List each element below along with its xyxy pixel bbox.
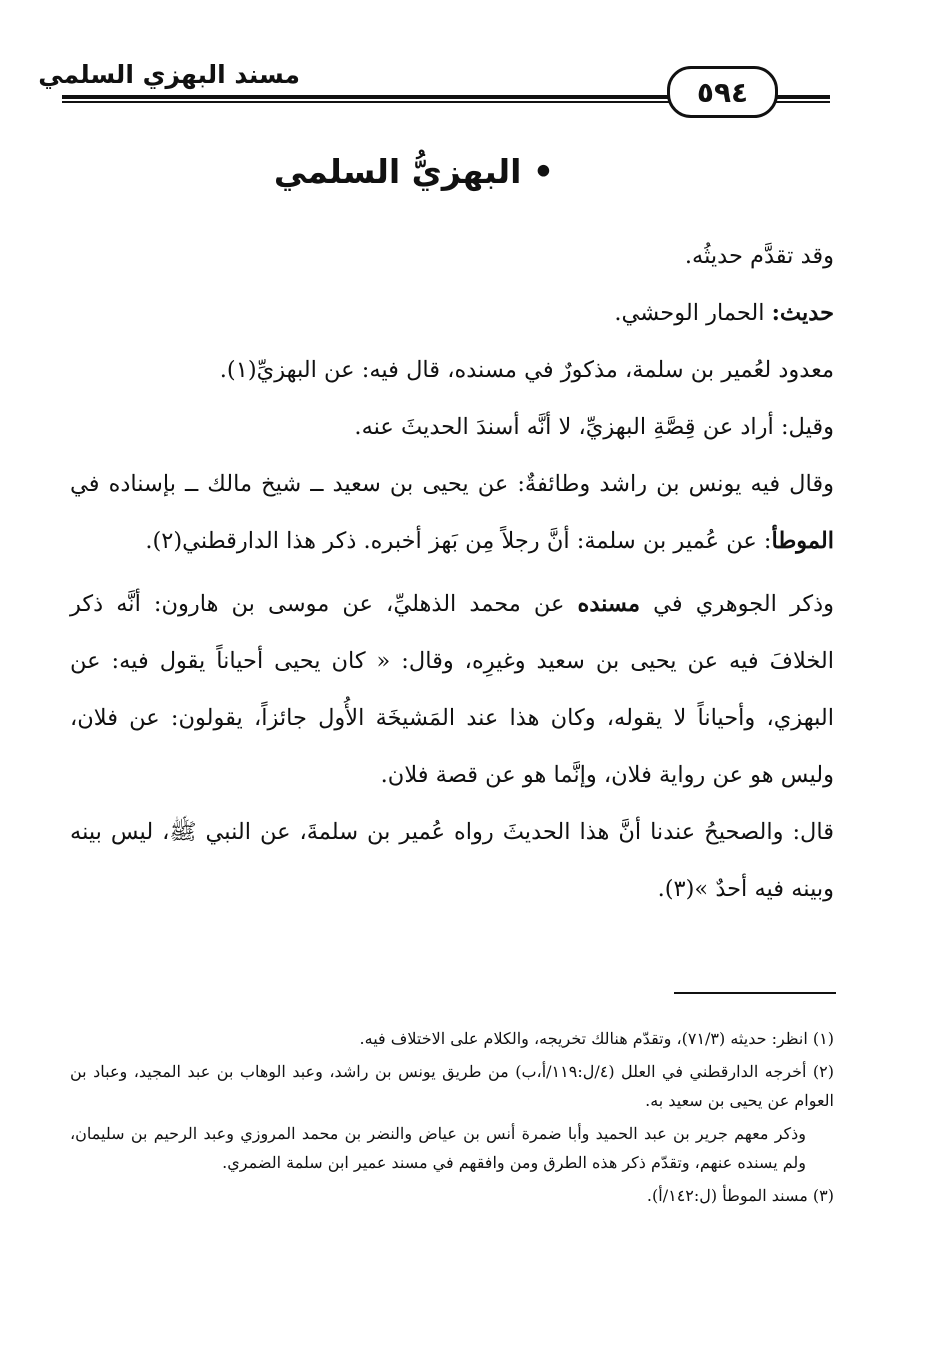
footnote-2: (٢) أخرجه الدارقطني في العلل (٤/ل:١١٩/أ،ب) من طريق يونس بن راشد، وعبد الوهاب بن عبد المجيد، وعباد بن العوام عن يحيى بن سعيد به. bbox=[70, 1062, 835, 1110]
footnotes bbox=[70, 1024, 834, 1214]
paragraph-2 bbox=[70, 285, 834, 342]
paragraph-6-part-a: وذكر الجوهري في bbox=[640, 591, 834, 617]
paragraph-7: قال: والصحيحُ عندنا أنَّ هذا الحديثَ رواه عُمير بن سلمةَ، عن النبي ﷺ، ليس بينه وبينه فيه أحدٌ »(٣). bbox=[70, 819, 834, 902]
main-text bbox=[70, 228, 834, 918]
paragraph-6 bbox=[70, 576, 834, 804]
page-number: ٥٩٤ bbox=[667, 66, 778, 118]
paragraph-6-part-b: عن محمد الذهليِّ، عن موسى بن هارون: أنَّه ذكر الخلافَ فيه عن يحيى بن سعيد وغيرِه، وقال: « كان يحيى أحياناً يقول فيه: عن البهزي، وأحياناً لا يقوله، وكان هذا عند المَشيخَة الأُول جائزاً، يقولون: عن فلان، وليس هو عن رواية فلان، وإنَّما هو عن قصة فلان. bbox=[70, 591, 834, 788]
paragraph-5-part-b: : عن عُمير بن سلمة: أنَّ رجلاً مِن بَهز أخبره. ذكر هذا الدارقطني(٢). bbox=[145, 528, 772, 554]
paragraph-5 bbox=[70, 456, 834, 570]
running-header-title: مسند البهزي السلمي bbox=[38, 60, 300, 89]
footnote-separator bbox=[674, 992, 836, 994]
footnote-2-continued: وذكر معهم جرير بن عبد الحميد وأبا ضمرة أنس بن عياض والنضر بن محمد المروزي وعبد الرحيم بن سليمان، ولم يسنده عنهم، وتقدّم ذكر هذه الطرق ومن وافقهم في مسند عمير ابن سلمة الضمري. bbox=[70, 1124, 806, 1172]
hadith-label: حديث: bbox=[771, 300, 834, 326]
paragraph-3: معدود لعُمير بن سلمة، مذكورٌ في مسنده، قال فيه: عن البهزيِّ(١). bbox=[219, 357, 834, 383]
muwatta-title: الموطأ bbox=[771, 528, 834, 554]
section-title: • البهزيُّ السلمي bbox=[273, 152, 554, 191]
musnad-title: مسنده bbox=[577, 591, 641, 617]
paragraph-5-part-a: وقال فيه يونس بن راشد وطائفةٌ: عن يحيى بن سعيد ــ شيخ مالك ــ بإسناده في bbox=[70, 471, 834, 497]
footnote-3: (٣) مسند الموطأ (ل:١٤٢/أ). bbox=[646, 1186, 834, 1205]
hadith-name: الحمار الوحشي. bbox=[614, 300, 772, 326]
paragraph-4: وقيل: أراد عن قِصَّةِ البهزيِّ، لا أنَّه أسندَ الحديثَ عنه. bbox=[354, 414, 834, 440]
footnote-1: (١) انظر: حديثه (٧١/٣)، وتقدّم هنالك تخريجه، والكلام على الاختلاف فيه. bbox=[359, 1029, 834, 1048]
paragraph-1: وقد تقدَّم حديثُه. bbox=[684, 243, 834, 269]
